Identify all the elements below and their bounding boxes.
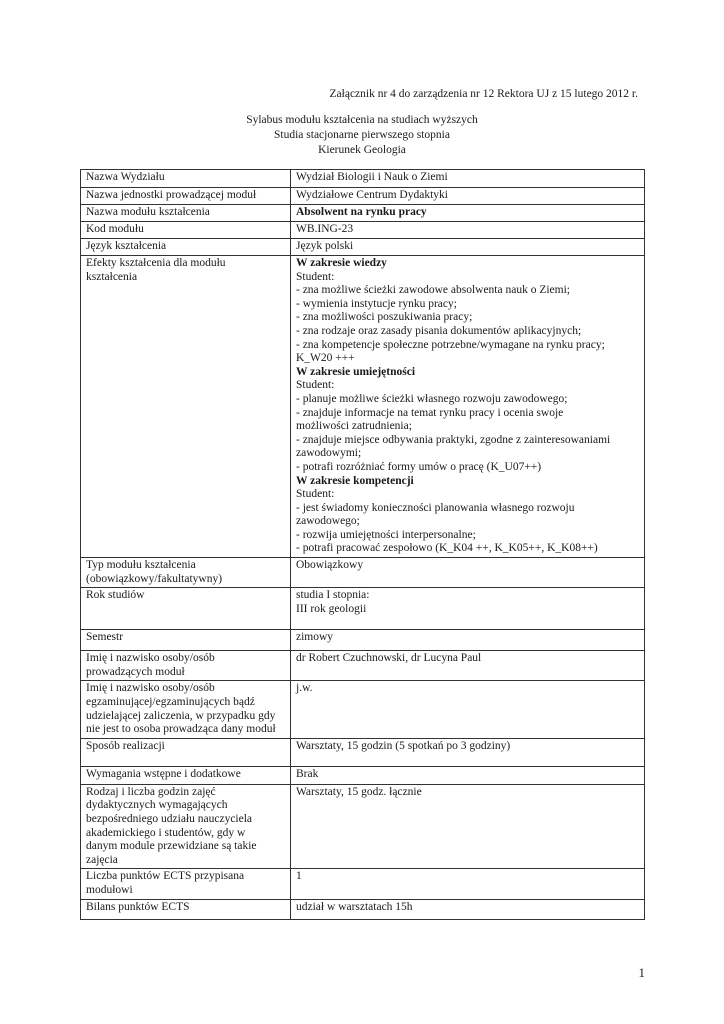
skills-item: - znajduje miejsce odbywania praktyki, zgodne z zainteresowaniami xyxy=(296,433,611,446)
row-module-type xyxy=(81,558,645,588)
skills-item: - potrafi rozróżniać formy umów o pracę (K_U07++) xyxy=(296,460,542,473)
module-type-label xyxy=(81,558,291,588)
ects-balance-label: Bilans punktów ECTS xyxy=(81,899,291,919)
module-name-label: Nazwa modułu kształcenia xyxy=(81,205,291,222)
row-examiners xyxy=(81,681,645,738)
ects-label-line: modułowi xyxy=(86,883,133,896)
knowledge-item: - zna rodzaje oraz zasady pisania dokumentów aplikacyjnych; xyxy=(296,324,582,337)
knowledge-heading: W zakresie wiedzy xyxy=(296,257,387,269)
knowledge-item: K_W20 +++ xyxy=(296,352,355,365)
outcomes-label-line: Efekty kształcenia dla modułu xyxy=(86,257,226,269)
module-code-value: WB.ING-23 xyxy=(291,222,645,239)
heading-title: Sylabus modułu kształcenia na studiach wyższych xyxy=(246,114,478,126)
delivery-value: Warsztaty, 15 godzin (5 spotkań po 3 godziny) xyxy=(291,738,645,766)
module-code-label: Kod modułu xyxy=(81,222,291,239)
syllabus-heading xyxy=(0,113,724,158)
competence-item: - rozwija umiejętności interpersonalne; xyxy=(296,528,476,541)
row-module-code xyxy=(81,222,645,239)
competence-item: - potrafi pracować zespołowo (K_K04 ++, K_K05++, K_K08++) xyxy=(296,542,598,555)
outcomes-label-line: kształcenia xyxy=(86,270,138,283)
competence-heading: W zakresie kompetencji xyxy=(296,474,414,487)
ects-value: 1 xyxy=(291,869,645,899)
ects-label xyxy=(81,869,291,899)
knowledge-item: - zna możliwe ścieżki zawodowe absolwenta nauk o Ziemi; xyxy=(296,284,570,297)
prerequisites-value: Brak xyxy=(291,766,645,784)
semester-label: Semestr xyxy=(81,630,291,651)
skills-student: Student: xyxy=(296,379,335,392)
unit-value: Wydziałowe Centrum Dydaktyki xyxy=(291,188,645,205)
row-learning-outcomes xyxy=(81,256,645,558)
hours-label-line: bezpośredniego udziału nauczyciela xyxy=(86,813,253,825)
competence-student: Student: xyxy=(296,488,335,501)
year-label: Rok studiów xyxy=(81,588,291,630)
heading-study-mode: Studia stacjonarne pierwszego stopnia xyxy=(274,129,450,141)
ects-balance-value: udział w warsztatach 15h xyxy=(291,899,645,919)
skills-item: możliwości zatrudnienia; xyxy=(296,420,412,433)
module-name-value: Absolwent na rynku pracy xyxy=(291,205,645,222)
prerequisites-label: Wymagania wstępne i dodatkowe xyxy=(81,766,291,784)
semester-value: zimowy xyxy=(291,630,645,651)
language-label: Język kształcenia xyxy=(81,239,291,256)
examiners-label-line: Imię i nazwisko osoby/osób xyxy=(86,682,215,695)
knowledge-item: - zna możliwości poszukiwania pracy; xyxy=(296,311,473,324)
examiners-label-line: nie jest to osoba prowadząca dany moduł xyxy=(86,723,276,736)
row-ects xyxy=(81,869,645,899)
hours-label-line: Rodzaj i liczba godzin zajęć xyxy=(86,785,216,798)
hours-label-line: zajęcia xyxy=(86,853,118,866)
page-number: 1 xyxy=(638,965,645,980)
skills-heading: W zakresie umiejętności xyxy=(296,365,416,378)
outcomes-value xyxy=(291,256,645,558)
skills-item: - znajduje informacje na temat rynku pracy i ocenia swoje xyxy=(296,406,564,419)
year-value xyxy=(291,588,645,630)
knowledge-student: Student: xyxy=(296,270,335,283)
delivery-label: Sposób realizacji xyxy=(81,738,291,766)
row-instructors xyxy=(81,651,645,681)
instructors-value: dr Robert Czuchnowski, dr Lucyna Paul xyxy=(291,651,645,681)
row-semester xyxy=(81,630,645,651)
examiners-label-line: egzaminującej/egzaminujących bądź xyxy=(86,696,255,709)
unit-label: Nazwa jednostki prowadzącej moduł xyxy=(81,188,291,205)
hours-label-line: danym module przewidziane są takie xyxy=(86,840,257,853)
module-type-label-line: (obowiązkowy/fakultatywny) xyxy=(86,572,223,585)
row-unit xyxy=(81,188,645,205)
language-value: Język polski xyxy=(291,239,645,256)
instructors-label-line: Imię i nazwisko osoby/osób xyxy=(86,652,215,665)
attachment-note: Załącznik nr 4 do zarządzenia nr 12 Rektora UJ z 15 lutego 2012 r. xyxy=(329,88,638,100)
skills-item: - planuje możliwe ścieżki własnego rozwoju zawodowego; xyxy=(296,392,568,405)
module-type-value: Obowiązkowy xyxy=(291,558,645,588)
examiners-label-line: udzielającej zaliczenia, w przypadku gdy xyxy=(86,709,276,722)
row-faculty xyxy=(81,170,645,188)
row-year xyxy=(81,588,645,630)
year-value-line: III rok geologii xyxy=(296,602,367,615)
row-prerequisites xyxy=(81,766,645,784)
competence-item: zawodowego; xyxy=(296,515,360,528)
hours-value: Warsztaty, 15 godz. łącznie xyxy=(291,784,645,869)
skills-item: zawodowymi; xyxy=(296,447,362,460)
instructors-label xyxy=(81,651,291,681)
instructors-label-line: prowadzących moduł xyxy=(86,665,185,678)
faculty-label: Nazwa Wydziału xyxy=(81,170,291,188)
row-ects-balance xyxy=(81,899,645,919)
examiners-label xyxy=(81,681,291,738)
heading-field: Kierunek Geologia xyxy=(318,144,406,156)
knowledge-item: - wymienia instytucje rynku pracy; xyxy=(296,297,457,310)
row-language xyxy=(81,239,645,256)
faculty-value: Wydział Biologii i Nauk o Ziemi xyxy=(291,170,645,188)
hours-label-line: dydaktycznych wymagających xyxy=(86,799,228,812)
hours-label xyxy=(81,784,291,869)
competence-item: - jest świadomy konieczności planowania własnego rozwoju xyxy=(296,501,575,514)
module-type-label-line: Typ modułu kształcenia xyxy=(86,559,196,572)
examiners-value: j.w. xyxy=(291,681,645,738)
row-teaching-hours xyxy=(81,784,645,869)
year-value-line: studia I stopnia: xyxy=(296,589,370,602)
ects-label-line: Liczba punktów ECTS przypisana xyxy=(86,870,245,883)
hours-label-line: akademickiego i studentów, gdy w xyxy=(86,826,246,839)
row-delivery xyxy=(81,738,645,766)
syllabus-table xyxy=(80,169,645,920)
knowledge-item: - zna kompetencje społeczne potrzebne/wymagane na rynku pracy; xyxy=(296,338,605,351)
outcomes-label xyxy=(81,256,291,558)
row-module-name xyxy=(81,205,645,222)
